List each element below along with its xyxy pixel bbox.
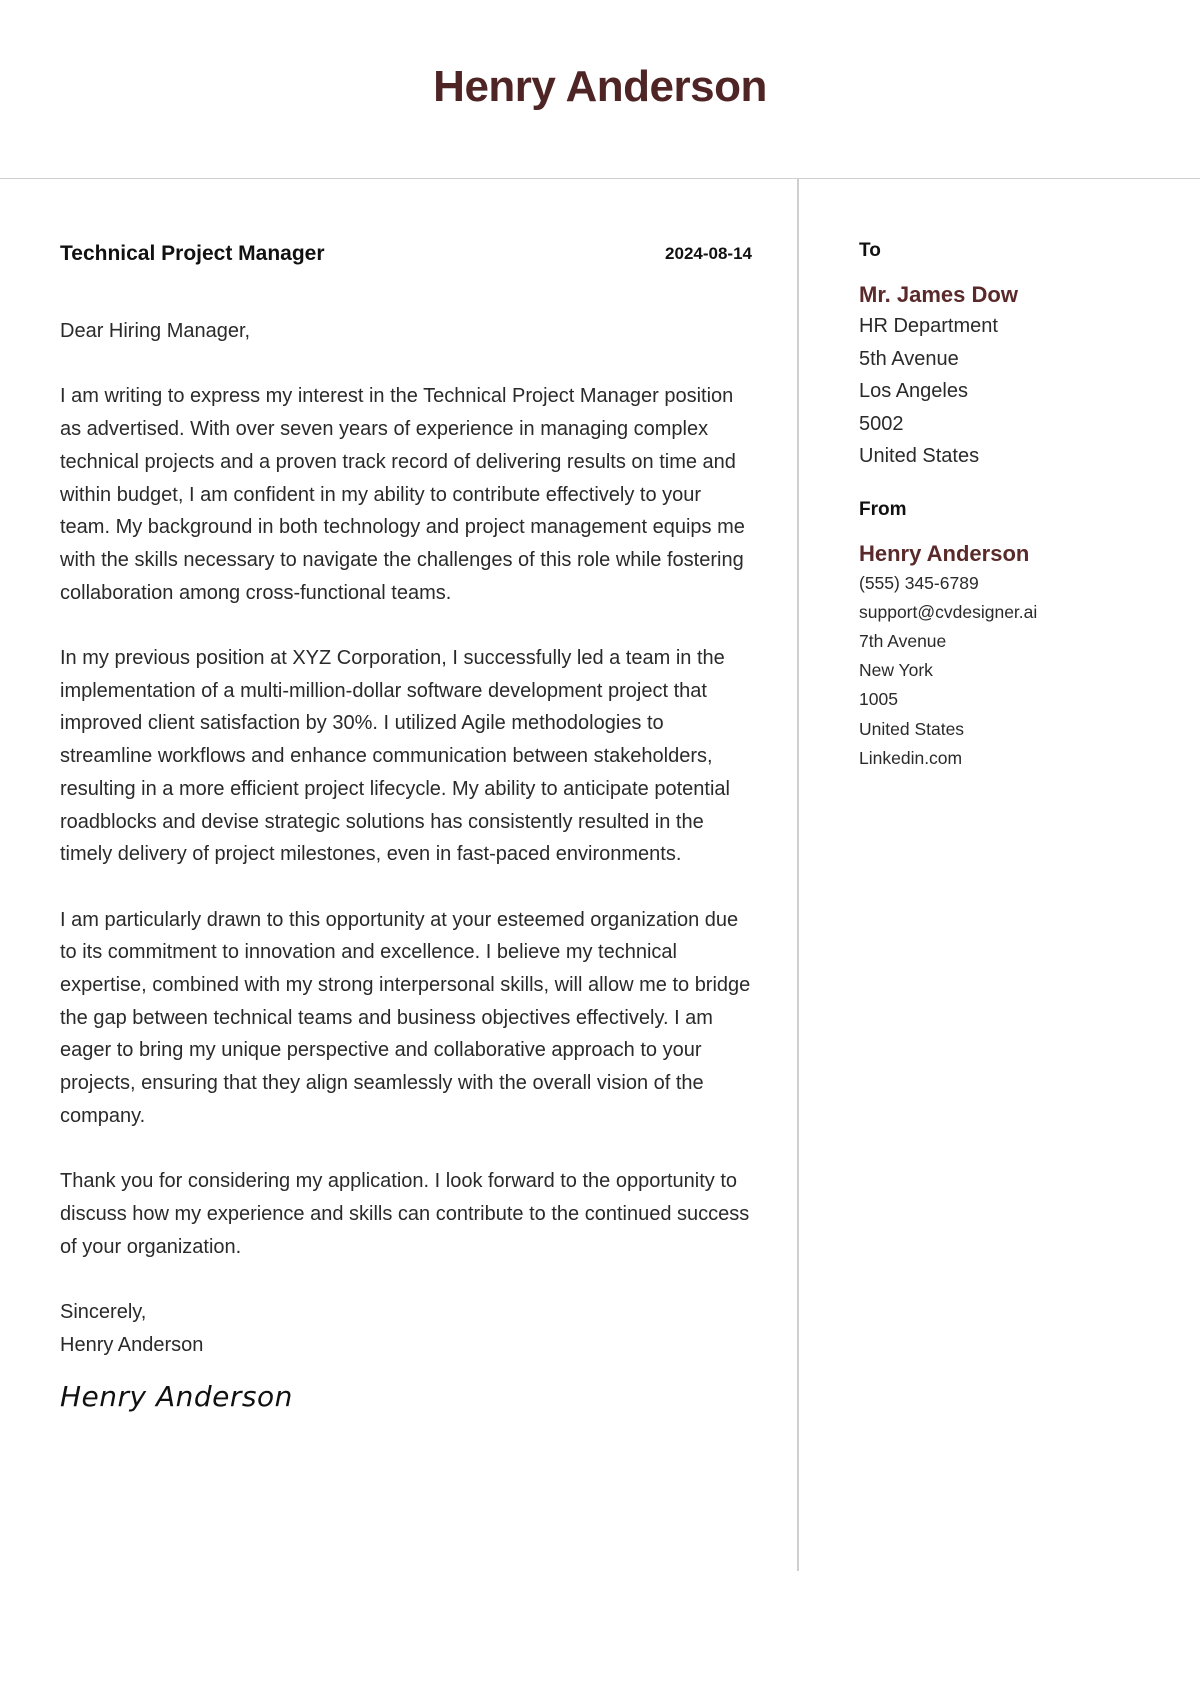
letter-body <box>60 315 752 1414</box>
signature: Henry Anderson <box>60 1380 293 1414</box>
letter-header <box>0 0 1200 179</box>
closing-block <box>60 1296 752 1414</box>
recipient-postal-code: 5002 <box>859 412 904 435</box>
job-title: Technical Project Manager <box>60 242 325 265</box>
address-sidebar <box>859 240 1179 773</box>
sender-block <box>859 499 1179 773</box>
salutation: Dear Hiring Manager, <box>60 320 251 342</box>
closing-name: Henry Anderson <box>60 1333 204 1356</box>
column-divider <box>797 179 799 1571</box>
recipient-name: Mr. James Dow <box>859 282 1018 307</box>
sender-email[interactable]: support@cvdesigner.ai <box>859 601 1038 622</box>
closing: Sincerely, <box>60 1301 147 1324</box>
letter-date: 2024-08-14 <box>665 244 752 263</box>
recipient-street: 5th Avenue <box>859 347 959 370</box>
recipient-department: HR Department <box>859 315 998 337</box>
sender-postal-code: 1005 <box>859 689 898 710</box>
paragraph-2: In my previous position at XYZ Corporation, I successfully led a team in the implementation of a multi-million-dollar software development project that improved client satisfaction by 30%. I utilized Agile methodologies to streamline workflows and enhance communication between stakeholders, resulting in a more efficient project lifecycle. My ability to anticipate potential roadblocks and devise strategic solutions has consistently resulted in the timely delivery of project milestones, even in fast-paced environments. <box>60 647 730 866</box>
sender-country: United States <box>859 718 965 739</box>
from-heading: From <box>859 498 907 520</box>
paragraph-4: Thank you for considering my application. I look forward to the opportunity to discuss how my experience and skills can contribute to the continued success of your organization. <box>60 1170 750 1258</box>
sender-city: New York <box>859 660 933 681</box>
paragraph-1: I am writing to express my interest in the Technical Project Manager position as advertised. With over seven years of experience in managing complex technical projects and a proven track record of delivering results on time and within budget, I am confident in my ability to contribute effectively to your team. My background in both technology and project management equips me with the skills necessary to navigate the challenges of this role while fostering collaboration among cross-functional teams. <box>60 385 745 604</box>
recipient-address <box>859 310 1179 473</box>
sender-details <box>859 569 1179 773</box>
recipient-block <box>859 240 1179 473</box>
sender-website[interactable]: Linkedin.com <box>859 747 963 768</box>
to-heading: To <box>859 240 881 261</box>
sender-phone: (555) 345-6789 <box>859 572 979 593</box>
sender-name: Henry Anderson <box>859 540 1030 566</box>
sender-street: 7th Avenue <box>859 630 947 651</box>
recipient-city: Los Angeles <box>859 380 968 402</box>
recipient-country: United States <box>859 445 980 467</box>
paragraph-3: I am particularly drawn to this opportunity at your esteemed organization due to its commitment to innovation and excellence. I believe my technical expertise, combined with my strong interpersonal skills, will allow me to bridge the gap between technical teams and business objectives effectively. I am eager to bring my unique perspective and collaborative approach to your projects, ensuring that they align seamlessly with the overall vision of the company. <box>60 908 751 1127</box>
applicant-name-title: Henry Anderson <box>433 62 767 111</box>
